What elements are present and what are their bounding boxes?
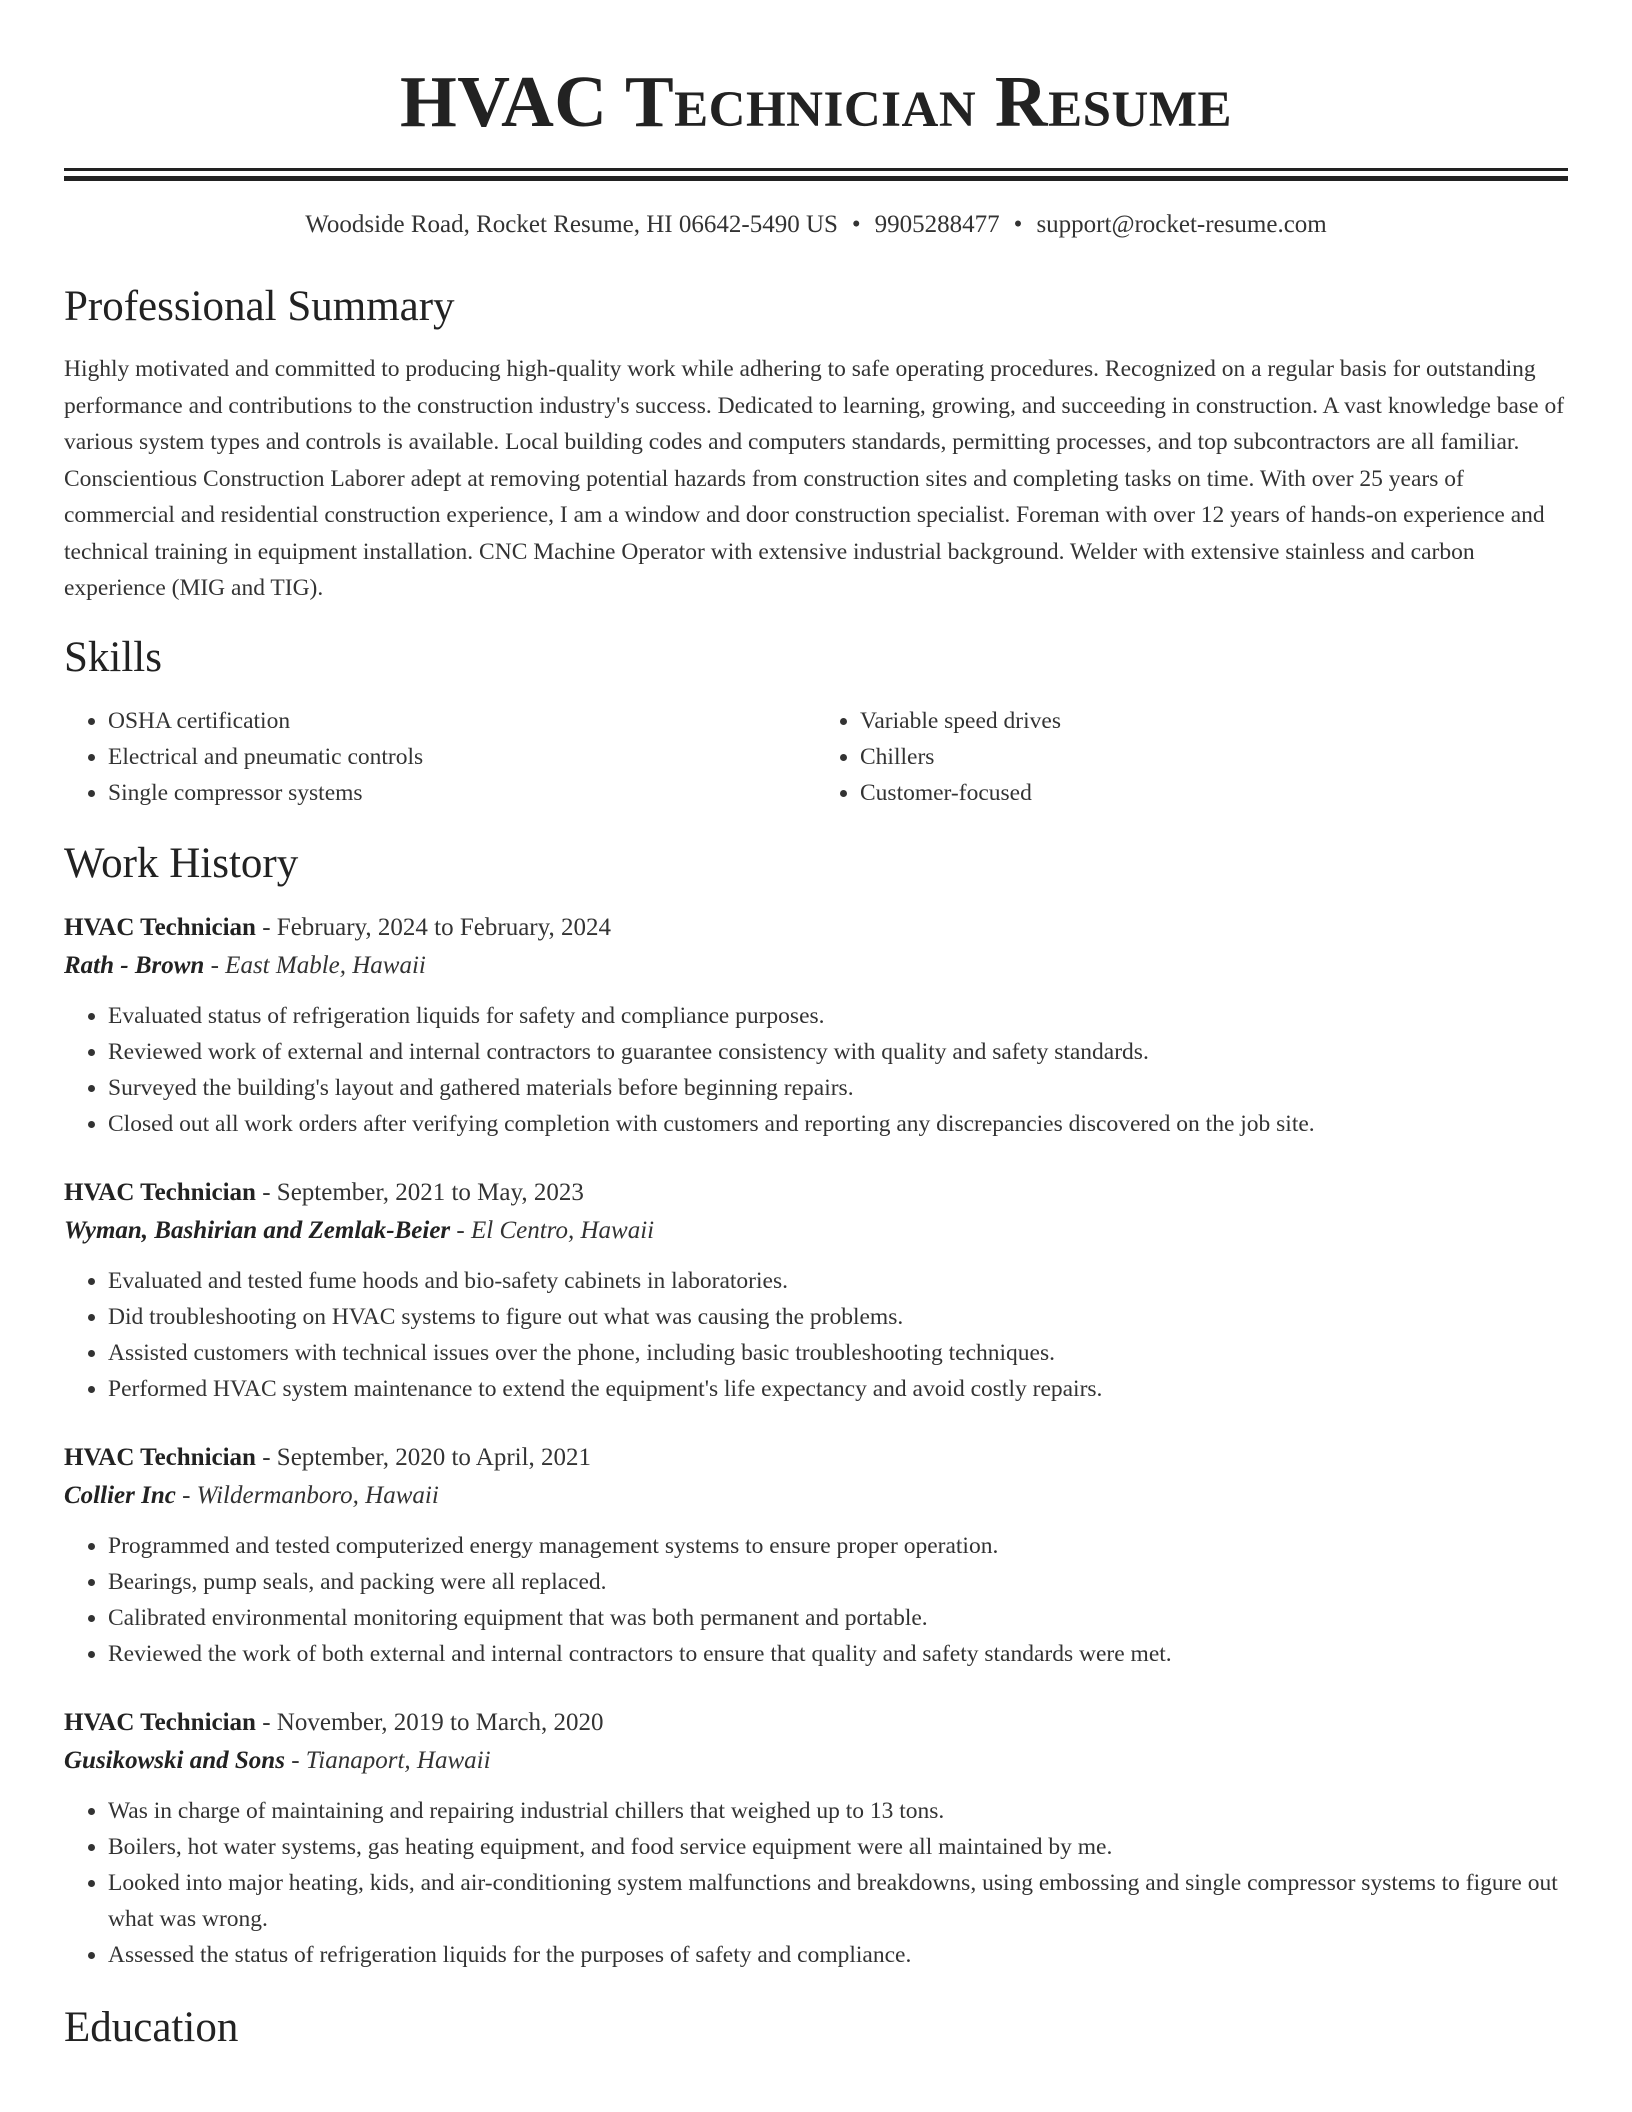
job-bullet: • Reviewed work of external and internal contractors to guarantee consistency with quality and safety standards.: [108, 1034, 1568, 1070]
job-dates: - September, 2020 to April, 2021: [255, 1443, 592, 1471]
title-rule-bottom: [64, 176, 1568, 181]
summary-text: Highly motivated and committed to producing high-quality work while adhering to safe operating procedures. Recognized on a regular basis for outstanding performance and contributions to the construction industry's success. Dedicated to learning, growing, and succeeding in construction. A vast knowledge base of various system types and controls is available. Local building codes and computers standards, permitting processes, and top subcontractors are all familiar. Conscientious Construction Laborer adept at removing potential hazards from construction sites and completing tasks on time. With over 25 years of commercial and residential construction experience, I am a window and door construction specialist. Foreman with over 12 years of hands-on experience and technical training in equipment installation. CNC Machine Operator with extensive industrial background. Welder with extensive stainless and carbon experience (MIG and TIG).: [64, 356, 1565, 601]
job-bullet: • Boilers, hot water systems, gas heating equipment, and food service equipment were all maintained by me.: [108, 1829, 1568, 1865]
job-bullet: • Assisted customers with technical issues over the phone, including basic troubleshooting techniques.: [108, 1335, 1568, 1371]
job-location: - Wildermanboro, Hawaii: [175, 1481, 439, 1509]
job-entry: [64, 909, 1568, 1142]
job-title: HVAC Technician: [64, 1178, 256, 1206]
skill-item: • Customer-focused: [860, 775, 1568, 811]
job-bullet: • Performed HVAC system maintenance to extend the equipment's life expectancy and avoid costly repairs.: [108, 1371, 1568, 1407]
job-location: - El Centro, Hawaii: [450, 1216, 655, 1244]
job-dates: - September, 2021 to May, 2023: [255, 1178, 584, 1206]
job-bullet: • Was in charge of maintaining and repairing industrial chillers that weighed up to 13 tons.: [108, 1793, 1568, 1829]
skill-item: • OSHA certification: [108, 703, 816, 739]
job-bullet: • Reviewed the work of both external and internal contractors to ensure that quality and safety standards were met.: [108, 1636, 1568, 1672]
job-company-line: [64, 1742, 1568, 1780]
job-company: Collier Inc: [64, 1481, 176, 1509]
job-bullet: • Assessed the status of refrigeration liquids for the purposes of safety and compliance.: [108, 1937, 1568, 1973]
job-title-line: [64, 1439, 1568, 1477]
skill-item: • Electrical and pneumatic controls: [108, 739, 816, 775]
job-bullet: • Closed out all work orders after verifying completion with customers and reporting any discrepancies discovered on the job site.: [108, 1106, 1568, 1142]
section-heading-summary: Professional Summary: [64, 283, 455, 330]
job-bullet: • Bearings, pump seals, and packing were all replaced.: [108, 1564, 1568, 1600]
job-bullets: [64, 1528, 1568, 1672]
job-title: HVAC Technician: [64, 913, 256, 941]
page-title: HVAC Technician Resume: [399, 61, 1232, 142]
job-bullet: • Evaluated status of refrigeration liquids for safety and compliance purposes.: [108, 998, 1568, 1034]
skill-item: • Single compressor systems: [108, 775, 816, 811]
skill-item: • Variable speed drives: [860, 703, 1568, 739]
job-bullets: [64, 1793, 1568, 1973]
job-bullet: • Surveyed the building's layout and gathered materials before beginning repairs.: [108, 1070, 1568, 1106]
job-company: Gusikowski and Sons: [64, 1746, 285, 1774]
job-bullets: [64, 998, 1568, 1142]
skills-list: [64, 703, 1568, 811]
job-entry: [64, 1439, 1568, 1672]
contact-separator: •: [851, 211, 861, 238]
job-bullet: • Calibrated environmental monitoring equipment that was both permanent and portable.: [108, 1600, 1568, 1636]
job-title-line: [64, 1704, 1568, 1742]
job-bullet: • Did troubleshooting on HVAC systems to figure out what was causing the problems.: [108, 1299, 1568, 1335]
job-company-line: [64, 1477, 1568, 1515]
job-title: HVAC Technician: [64, 1708, 256, 1736]
section-heading-education: Education: [64, 2003, 239, 2051]
job-company-line: [64, 947, 1568, 985]
contact-separator: •: [1013, 211, 1023, 238]
skills-column-left: [64, 703, 816, 811]
contact-phone: 9905288477: [874, 211, 1000, 238]
job-company-line: [64, 1212, 1568, 1250]
job-title-line: [64, 1174, 1568, 1212]
job-entry: [64, 1174, 1568, 1407]
skills-column-right: [816, 703, 1568, 811]
job-bullet: • Programmed and tested computerized energy management systems to ensure proper operation.: [108, 1528, 1568, 1564]
job-location: - Tianaport, Hawaii: [284, 1746, 491, 1774]
section-heading-work: Work History: [64, 839, 299, 887]
job-bullet: • Looked into major heating, kids, and air-conditioning system malfunctions and breakdowns, using embossing and single compressor systems to figure out what was wrong.: [108, 1865, 1568, 1937]
job-bullet: • Evaluated and tested fume hoods and bio-safety cabinets in laboratories.: [108, 1263, 1568, 1299]
job-dates: - November, 2019 to March, 2020: [255, 1708, 604, 1736]
title-rule-top: [64, 168, 1568, 171]
job-title-line: [64, 909, 1568, 947]
contact-line: [64, 209, 1568, 241]
job-entry: [64, 1704, 1568, 1973]
section-heading-skills: Skills: [64, 633, 162, 681]
contact-email: support@rocket-resume.com: [1036, 211, 1327, 238]
skill-item: • Chillers: [860, 739, 1568, 775]
job-company: Rath - Brown: [64, 951, 205, 979]
job-title: HVAC Technician: [64, 1443, 256, 1471]
job-dates: - February, 2024 to February, 2024: [255, 913, 611, 941]
job-location: - East Mable, Hawaii: [204, 951, 426, 979]
job-company: Wyman, Bashirian and Zemlak-Beier: [64, 1216, 451, 1244]
job-bullets: [64, 1263, 1568, 1407]
contact-address: Woodside Road, Rocket Resume, HI 06642-5490 US: [305, 211, 838, 238]
